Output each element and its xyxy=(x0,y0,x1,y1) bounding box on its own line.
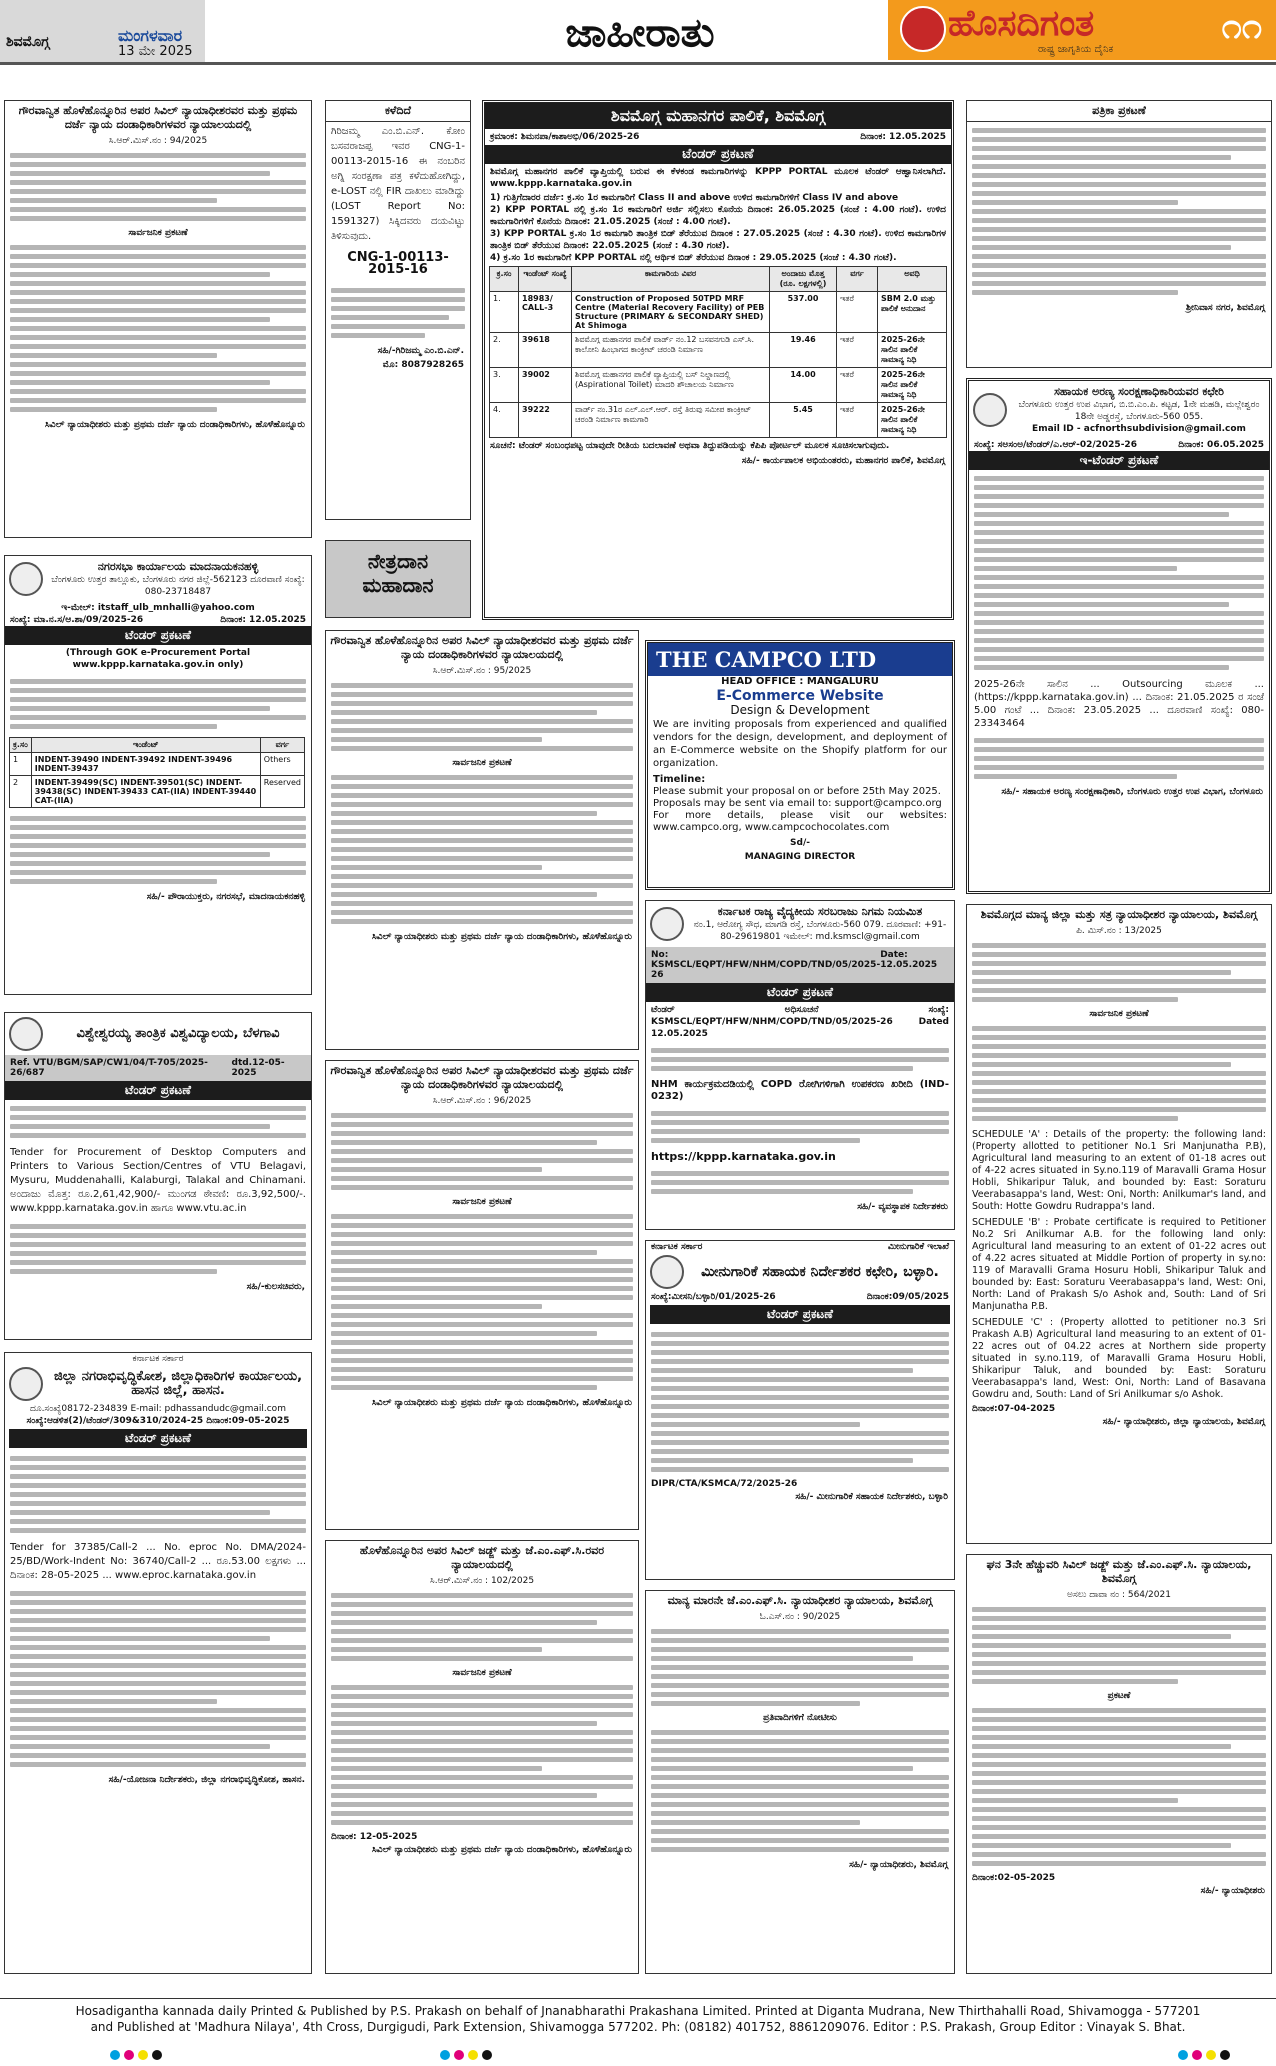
press-notice xyxy=(966,100,1272,368)
office-email: ಇ-ಮೇಲ್: itstaff_ulb_mnhalli@yahoo.com xyxy=(61,603,255,613)
schedule-a: SCHEDULE 'A' : Details of the property: the following land: (Property allotted to petitioner No.1 Sri Manjunatha P.B), Agricultural land measuring to an extent of 01-18 acres out of 4-22 acres situated in Sy.no.119 of Maravalli Grama Hosur Hobli, Shikaripur Taluk, and bounded by: East: Soraturu Veerabasappa's land, West: Oni, North: Anilkumar's land, and South: Hotte Gowdru Rudrappa's land. xyxy=(972,1129,1266,1212)
registration-mark-cyan xyxy=(440,2050,450,2060)
indent-table: ಕ್ರ.ಸಂ ಇಂಡೆಂಟ್ ವರ್ಗ 1 INDENT-39490 INDENT-39492 INDENT-39496 INDENT-39437 Others 2 INDENT-39499(SC) INDENT-39501(SC) INDENT-39438(SC) INDENT-39433 CAT-(IIA) INDENT-39440 CAT-(IIA) Reserved xyxy=(9,737,305,808)
govt-label: ಕರ್ನಾಟಕ ಸರ್ಕಾರ xyxy=(651,1242,703,1252)
campco-timeline: Please submit your proposal on or before 25th May 2025. xyxy=(653,786,941,797)
notice-title: ಸಹಾಯಕ ಅರಣ್ಯ ಸಂರಕ್ಷಣಾಧಿಕಾರಿಯವರ ಕಛೇರಿ xyxy=(1054,385,1224,398)
tender-forest-bangalore xyxy=(966,378,1272,894)
tender-step: 3) KPP PORTAL ಕ್ರ.ಸಂ 1ರ ಕಾಮಗಾರಿ ತಾಂತ್ರಿಕ ಬಿಡ್ ತೆರೆಯುವ ದಿನಾಂಕ : 27.05.2025 (ಸಂಜೆ : 4.30 ಗಂಟೆ). ಉಳಿದ ಕಾಮಗಾರಿಗಳ ತಾಂತ್ರಿಕ ಬಿಡ್ ತೆರೆಯುವ ದಿನಾಂಕ: 22.05.2025 (ಸಂಜೆ : 4.30 ಗಂಟೆ). xyxy=(490,229,946,251)
eye-donation-line2: ಮಹಾದಾನ xyxy=(362,573,434,597)
ref-number: ಕ್ರಮಾಂಕ: ಶಿಮನಪಾ/ಕಾಶಾಅಭಿ/06/2025-26 xyxy=(490,132,640,142)
tender-bar: ಟೆಂಡರ್ ಪ್ರಕಟಣೆ xyxy=(9,1429,307,1448)
campco-sign: Sd/- xyxy=(790,838,810,848)
notice-title: ಶಿವಮೊಗ್ಗದ ಮಾನ್ಯ ಜಿಲ್ಲಾ ಮತ್ತು ಸತ್ರ ನ್ಯಾಯಾಧೀಶರ ನ್ಯಾಯಾಲಯ, ಶಿವಮೊಗ್ಗ xyxy=(980,908,1258,921)
table-row: 1. 18983/ CALL-3 Construction of Proposed 50TPD MRF Centre (Material Recovery Facility) of PEB Structure (PRIMARY & SECONDARY SHED) At Shimoga 537.00 ಇತರೆ SBM 2.0 ಮತ್ತು ಪಾಲಿಕೆ ಅನುದಾನ xyxy=(490,292,947,333)
govt-label: ಕರ್ನಾಟಕ ಸರ್ಕಾರ xyxy=(132,1354,184,1364)
forest-emblem-icon xyxy=(973,393,1007,427)
tender-bar: ಟೆಂಡರ್ ಪ್ರಕಟಣೆ xyxy=(650,1305,950,1324)
court-notice-102 xyxy=(325,1540,639,1974)
notice-date: ದಿನಾಂಕ:07-04-2025 xyxy=(972,1404,1056,1414)
notice-title: ಗೌರವಾನ್ವಿತ ಹೊಳೆಹೊನ್ನೂರಿನ ಅಪರ ಸಿವಿಲ್ ನ್ಯಾಯಾಧೀಶರವರ ಮತ್ತು ಪ್ರಥಮ ದರ್ಜೆ ನ್ಯಾಯ ದಂಡಾಧಿಕಾರಿಗಳವರ ನ್ಯಾಯಾಲಯದಲ್ಲಿ xyxy=(330,1064,634,1091)
tender-ksmscl xyxy=(645,900,955,1230)
contact-phone: ಮೊ: 8087928265 xyxy=(382,360,464,370)
tender-step: 1) ಗುತ್ತಿಗೆದಾರರ ದರ್ಜೆ: ಕ್ರ.ಸಂ 1ರ ಕಾಮಗಾರಿಗೆ Class II and above ಉಳಿದ ಕಾಮಗಾರಿಗಳಿಗೆ Class IV and above xyxy=(490,193,899,203)
table-row: 4. 39222 ವಾರ್ಡ್ ನಂ.31ರ ಎಲ್.ಎಲ್.ಆರ್. ರಸ್ತೆ ತಿರುವು ಸಮೀಪ ಕಾಂಕ್ರೀಟ್ ಚರಂಡಿ ನಿರ್ಮಾಣ ಕಾಮಗಾರಿ 5.45 ಇತರೆ 2025-26ನೇ ಸಾಲಿನ ಪಾಲಿಕೆ ಸಾಮಾನ್ಯ ನಿಧಿ xyxy=(490,403,947,438)
tender-step: 4) ಕ್ರ.ಸಂ 1ರ ಕಾಮಗಾರಿಗೆ KPP PORTAL ನಲ್ಲಿ ಆರ್ಥಿಕ ಬಿಡ್ ತೆರೆಯುವ ದಿನಾಂಕ : 29.05.2025 (ಸಂಜೆ : 4.30 ಗಂಟೆ). xyxy=(490,253,897,263)
campco-email: Proposals may be sent via email to: support@campco.org xyxy=(653,798,942,809)
notice-signature: ಶ್ರೀನಿವಾಸ ನಗರ, ಶಿವಮೊಗ್ಗ xyxy=(1186,303,1265,313)
notice-heading: ಪ್ರತಿವಾದಿಗಳಿಗೆ ನೋಟೀಸು xyxy=(763,1713,837,1723)
imprint-line1: Hosadigantha kannada daily Printed & Published by P.S. Prakash on behalf of Jnanabharathi Prakashana Limited. Printed at Diganta Mudrana, New Thirthahalli Road, Shivamogga - 577201 xyxy=(75,2004,1201,2018)
notice-heading: ಸಾರ್ವಜನಿಕ ಪ್ರಕಟಣೆ xyxy=(1089,1009,1149,1019)
notice-signature: ಸಹಿ/- ಪೌರಾಯುಕ್ತರು, ನಗರಸಭೆ, ಮಾದನಾಯಕನಹಳ್ಳಿ xyxy=(146,892,305,902)
notice-title: ಗೌರವಾನ್ವಿತ ಹೊಳೆಹೊನ್ನೂರಿನ ಅಪರ ಸಿವಿಲ್ ನ್ಯಾಯಾಧೀಶರವರ ಮತ್ತು ಪ್ರಥಮ ದರ್ಜೆ ನ್ಯಾಯ ದಂಡಾಧಿಕಾರಿಗಳವರ ನ್ಯಾಯಾಲಯದಲ್ಲಿ xyxy=(18,104,298,131)
masthead-logo-icon xyxy=(900,6,946,52)
eye-donation-box xyxy=(325,540,471,618)
page-number: ೧೧ xyxy=(1221,6,1262,47)
ref-date: Date: 12.05.2025 xyxy=(880,950,938,970)
tender-ref: ಟೆಂಡರ್ ಅಧಿಸೂಚನೆ ಸಂಖ್ಯೆ: KSMSCL/EQPT/HFW/NHM/COPD/TND/05/2025-26 Dated 12.05.2025 xyxy=(651,1005,949,1039)
tender-body: 2025-26ನೇ ಸಾಲಿನ ... Outsourcing ಮೂಲಕ ... (https://kppp.karnataka.gov.in) ... ದಿನಾಂಕ: 21.05.2025 ರ ಸಂಜೆ 5.00 ಗಂಟೆ ... ದಿನಾಂಕ: 23.05.2025 ... ದೂರವಾಣಿ ಸಂಖ್ಯೆ: 080-23343464 xyxy=(974,679,1264,729)
notice-title: ಕಳೆದಿದೆ xyxy=(326,101,470,122)
notice-signature: ಸಹಿ/-ಗಿರಿಜಮ್ಮ ಎಂ.ಬಿ.ಎನ್. xyxy=(377,346,464,356)
govt-emblem-icon xyxy=(9,562,43,596)
imprint-line2: and Published at 'Madhura Nilaya', 4th Cross, Durgigudi, Park Extension, Shivamogga 577202. Ph: (08182) 401752, 8861209076. Editor : P.S. Prakash, Group Editor : Vinayak S. Bhat. xyxy=(90,2020,1186,2034)
tender-fisheries-ballari xyxy=(645,1240,955,1580)
vtu-logo-icon xyxy=(9,1017,43,1051)
tender-note: ಸೂಚನೆ: ಟೆಂಡರ್ ಸಂಬಂಧಪಟ್ಟ ಯಾವುದೇ ರೀತಿಯ ಬದಲಾವಣೆ ಅಥವಾ ತಿದ್ದುಪಡಿಯನ್ನು ಕೆಪಿಪಿ ಪೋರ್ಟಲ್ ಮೂಲಕ ಸೂಚಿಸಲಾಗುವುದು. xyxy=(490,441,890,451)
ref-number: ಸಂಖ್ಯೆ: ಸಅಸಂಅ/ಟೆಂಡರ್/ಎ.ಆರ್-02/2025-26 xyxy=(974,440,1137,450)
eye-donation-line1: ನೇತ್ರದಾನ xyxy=(367,549,429,573)
notice-signature: ಸಹಿ/- ನ್ಯಾಯಾಧೀಶರು, ಜಿಲ್ಲಾ ನ್ಯಾಯಾಲಯ, ಶಿವಮೊಗ್ಗ xyxy=(1102,1417,1265,1427)
campco-signer: MANAGING DIRECTOR xyxy=(744,852,856,862)
case-number: ಸಿ.ಆರ್.ಮಿಸ್.ನಂ : 95/2025 xyxy=(432,666,532,676)
table-row: 2 INDENT-39499(SC) INDENT-39501(SC) INDENT-39438(SC) INDENT-39433 CAT-(IIA) INDENT-39440 CAT-(IIA) Reserved xyxy=(10,776,305,808)
registration-mark-cyan xyxy=(110,2050,120,2060)
notice-signature: ಸಹಿ/-ಕುಲಸಚಿವರು, xyxy=(246,1282,305,1292)
tender-bar: ಇ-ಟೆಂಡರ್ ಪ್ರಕಟಣೆ xyxy=(969,451,1269,470)
schedule-b: SCHEDULE 'B' : Probate certificate is required to Petitioner No.2 Sri Anilkumar A.B. for the following land only: Agricultural land measuring to an extent of 01-22 acres out of 4.22 acres situated at Middle Portion of property in sy.no: 119 of Maravalli Grama Hosuru Hobli, Shikaripur Taluk and bounded by: East: Soraturu Veerabasappa's land, West: Oni, North: Land of Prakash S/o Ashok and, South: Land of Sri Manjunatha P.B. xyxy=(972,1217,1266,1312)
tender-bar: ಟೆಂಡರ್ ಪ್ರಕಟಣೆ xyxy=(646,983,954,1002)
imprint-footer xyxy=(0,1998,1276,2046)
office-address: ಬೆಂಗಳೂರು ಉತ್ತರ ಉಪ ವಿಭಾಗ, ಬಿ.ಬಿ.ಎಂ.ಪಿ. ಕಟ್ಟಡ, 1ನೇ ಮಹಡಿ, ಮಲ್ಲೇಶ್ವರಂ 18ನೇ ಅಡ್ಡರಸ್ತೆ, ಬೆಂಗಳೂರು-560 055. xyxy=(1018,400,1260,422)
notice-heading: ಸಾರ್ವಜನಿಕ ಪ್ರಕಟಣೆ xyxy=(128,228,188,238)
case-number: ಸಿ.ಆರ್.ಮಿಸ್.ನಂ : 96/2025 xyxy=(432,1096,532,1106)
ref-date: ದಿನಾಂಕ:09/05/2025 xyxy=(866,1292,949,1302)
ref-number: ಸಂಖ್ಯೆ: ಮಾ.ನ.ಸ/ಆ.ಶಾ/09/2025-26 xyxy=(10,615,144,625)
court-notice-94 xyxy=(4,100,312,538)
notice-title: ಕರ್ನಾಟಕ ರಾಜ್ಯ ವೈದ್ಯಕೀಯ ಸರಬರಾಜು ನಿಗಮ ನಿಯಮಿತ xyxy=(717,905,923,918)
tender-intro: ಶಿವಮೊಗ್ಗ ಮಹಾನಗರ ಪಾಲಿಕೆ ವ್ಯಾಪ್ತಿಯಲ್ಲಿ ಬರುವ ಈ ಕೆಳಕಂಡ ಕಾಮಗಾರಿಗಳನ್ನು KPPP PORTAL ಮೂಲಕ ಟೆಂಡರ್ ಆಹ್ವಾನಿಸಲಾಗಿದೆ. www.kppp.karnataka.gov.in xyxy=(490,167,946,189)
notice-date: ದಿನಾಂಕ:02-05-2025 xyxy=(972,1873,1056,1883)
ref-number: ಸಂಖ್ಯೆ:ಆಡಳಿತ(2)/ಟೆಂಡರ್/309&310/2024-25 ದಿನಾಂಕ:09-05-2025 xyxy=(26,1416,290,1426)
registration-mark-black xyxy=(482,2050,492,2060)
notice-title: ಪತ್ರಿಕಾ ಪ್ರಕಟಣೆ xyxy=(967,101,1271,122)
lost-certificate-notice xyxy=(325,100,471,520)
govt-emblem-icon xyxy=(650,1255,684,1289)
notice-body: ಗಿರಿಜಮ್ಮ ಎಂ.ಬಿ.ಎನ್. ಕೋಂ ಬಸವರಾಜಪ್ಪ ಇವರ CNG-1-00113-2015-16 ಈ ನಂಬರಿನ ಅಗ್ನಿ ಸಂರಕ್ಷಣಾ ಪತ್ರ ಕಳೆದುಹೋಗಿದ್ದು, e-LOST ನಲ್ಲಿ FIR ದಾಖಲು ಮಾಡಿದ್ದು (LOST Report No: 1591327) ಸಿಕ್ಕಿದವರು ದಯವಿಟ್ಟು ತಿಳಿಸುವುದು. xyxy=(331,126,465,242)
tender-item: NHM ಕಾರ್ಯಕ್ರಮದಡಿಯಲ್ಲಿ COPD ರೋಗಿಗಳಿಗಾಗಿ ಉಪಕರಣ ಖರೀದಿ (IND-0232) xyxy=(651,1079,949,1102)
tender-shivamogga-corporation xyxy=(482,100,954,620)
masthead-name: ಹೊಸದಿಗಂತ xyxy=(948,2,1095,44)
campco-name: THE CAMPCO LTD xyxy=(648,643,952,676)
court-notice-district-shivamogga xyxy=(966,904,1272,1544)
header-date: 13 ಮೇ 2025 xyxy=(118,44,193,59)
notice-signature: ಸಹಿ/- ನ್ಯಾಯಾಧೀಶರು xyxy=(1200,1886,1265,1896)
header-rule xyxy=(0,62,1276,65)
notice-heading: ಸಾರ್ವಜನಿಕ ಪ್ರಕಟಣೆ xyxy=(452,1668,512,1678)
case-number: ಸಿ.ಆರ್.ಮಿಸ್.ನಂ : 94/2025 xyxy=(108,136,208,146)
certificate-number: CNG-1-00113-2015-16 xyxy=(347,250,449,277)
notice-title: ನಗರಸಭಾ ಕಾರ್ಯಾಲಯ ಮಾದನಾಯಕನಹಳ್ಳಿ xyxy=(97,560,259,573)
schedule-c: SCHEDULE 'C' : (Property allotted to petitioner no.3 Sri Prakash A.B) Agricultural land measuring to an extent of 01-22 acres out of 04.22 acres at Northern side property situated in sy.no.119, of Maravalli Grama Hosuru Hobli, Shikaripur Taluk, and bounded by: East: Soraturu Veerabasappa's land, West: Oni, North: Land of Basavana Gowdru and, South: Land of Sri Anilkumar s/o Ashok. xyxy=(972,1317,1266,1400)
registration-mark-cyan xyxy=(1178,2050,1188,2060)
office-email: Email ID - acfnorthsubdivision@gmail.com xyxy=(1032,424,1246,434)
ref-number: Ref. VTU/BGM/SAP/CW1/04/T-705/2025-26/687 xyxy=(10,1058,208,1078)
notice-signature: ಸಹಿ/- ನ್ಯಾಯಾಧೀಶರು, ಶಿವಮೊಗ್ಗ xyxy=(849,1860,948,1870)
campco-advertisement xyxy=(645,640,955,890)
case-number: ಸಿ.ಆರ್.ಮಿಸ್.ನಂ : 102/2025 xyxy=(429,1576,535,1586)
dipr-ref: DIPR/CTA/KSMCA/72/2025-26 xyxy=(651,1479,798,1489)
ref-date: ದಿನಾಂಕ: 12.05.2025 xyxy=(860,132,946,142)
court-notice-jmfc-shivamogga xyxy=(645,1590,955,1974)
notice-title: ಜಿಲ್ಲಾ ನಗರಾಭಿವೃದ್ಧಿಕೋಶ, ಜಿಲ್ಲಾಧಿಕಾರಿಗಳ ಕಾರ್ಯಾಲಯ, ಹಾಸನ ಜಿಲ್ಲೆ, ಹಾಸನ. xyxy=(53,1369,303,1398)
portal-line: (Through GOK e-Procurement Portal www.kppp.karnataka.gov.in only) xyxy=(65,648,251,670)
ref-number: ಸಂಖ್ಯೆ:ಮೀಸನಿ/ಬಳ್ಳಾರಿ/01/2025-26 xyxy=(651,1292,776,1302)
notice-signature: ಸಹಿ/- ಕಾರ್ಯಪಾಲಕ ಅಭಿಯಂತರರು, ಮಹಾನಗರ ಪಾಲಿಕೆ, ಶಿವಮೊಗ್ಗ xyxy=(741,456,945,466)
table-row: 3. 39002 ಶಿವಮೊಗ್ಗ ಮಹಾನಗರ ಪಾಲಿಕೆ ವ್ಯಾಪ್ತಿಯಲ್ಲಿ ಬಸ್ ನಿಲ್ದಾಣದಲ್ಲಿ (Aspirational Toilet) ಮಾದರಿ ಶೌಚಾಲಯ ನಿರ್ಮಾಣ 14.00 ಇತರೆ 2025-26ನೇ ಸಾಲಿನ ಪಾಲಿಕೆ ಸಾಮಾನ್ಯ ನಿಧಿ xyxy=(490,368,947,403)
notice-title: ಮಾನ್ಯ ಮಾರನೇ ಜೆ.ಎಂ.ಎಫ್.ಸಿ. ನ್ಯಾಯಾಧೀಶರ ನ್ಯಾಯಾಲಯ, ಶಿವಮೊಗ್ಗ xyxy=(667,1594,933,1607)
office-address: ನಂ.1, ಆರೋಗ್ಯ ಸೌಧ, ಮಾಗಡಿ ರಸ್ತೆ, ಬೆಂಗಳೂರು-560 079. ದೂರವಾಣಿ: +91-80-29619801 ಇಮೇಲ್: md.ksmscl@gmail.com xyxy=(693,920,947,942)
tender-body: Tender for Procurement of Desktop Computers and Printers to Various Section/Centres of VTU Belagavi, Mysuru, Muddenahalli, Kalaburgi, Talakal and Chinamani. ಅಂದಾಜು ಮೊತ್ತ: ರೂ.2,61,42,900/- ಮುಂಗಡ ಠೇವಣಿ: ರೂ.3,92,500/-. www.kppp.karnataka.gov.in ಹಾಗೂ www.vtu.ac.in xyxy=(10,1147,306,1214)
registration-mark-black xyxy=(152,2050,162,2060)
tender-bar: ಟೆಂಡರ್ ಪ್ರಕಟಣೆ xyxy=(485,145,951,164)
notice-title: ಶಿವಮೊಗ್ಗ ಮಹಾನಗರ ಪಾಲಿಕೆ, ಶಿವಮೊಗ್ಗ xyxy=(485,103,951,129)
notice-date: ದಿನಾಂಕ: 12-05-2025 xyxy=(331,1832,418,1842)
notice-signature: ಸಹಿ/- ವ್ಯವಸ್ಥಾಪಕ ನಿರ್ದೇಶಕರು xyxy=(857,1202,948,1212)
govt-emblem-icon xyxy=(9,1367,43,1401)
notice-heading: ಸಾರ್ವಜನಿಕ ಪ್ರಕಟಣೆ xyxy=(452,1197,512,1207)
notice-heading: ಸಾರ್ವಜನಿಕ ಪ್ರಕಟಣೆ xyxy=(452,758,512,768)
ref-number: No: KSMSCL/EQPT/HFW/NHM/COPD/TND/05/2025-26 xyxy=(651,950,881,980)
registration-mark-magenta xyxy=(1192,2050,1202,2060)
notice-signature: ಸಿವಿಲ್ ನ್ಯಾಯಾಧೀಶರು ಮತ್ತು ಪ್ರಥಮ ದರ್ಜೆ ನ್ಯಾಯ ದಂಡಾಧಿಕಾರಿಗಳು, ಹೊಳೆಹೊನ್ನೂರು xyxy=(45,420,305,430)
court-notice-95 xyxy=(325,630,639,1050)
notice-signature: ಸಿವಿಲ್ ನ್ಯಾಯಾಧೀಶರು ಮತ್ತು ಪ್ರಥಮ ದರ್ಜೆ ನ್ಯಾಯ ದಂಡಾಧಿಕಾರಿಗಳು, ಹೊಳೆಹೊನ್ನೂರು xyxy=(372,1398,632,1408)
campco-websites: For more details, please visit our websites: www.campco.org, www.campcochocolates.com xyxy=(653,810,947,833)
registration-mark-black xyxy=(1220,2050,1230,2060)
header-left xyxy=(0,0,205,62)
registration-mark-yellow xyxy=(138,2050,148,2060)
case-number: ಪಿ. ಮಿಸ್.ನಂ : 13/2025 xyxy=(1076,926,1162,936)
tender-madanayakanahalli xyxy=(4,555,312,995)
campco-heading: E-Commerce Website xyxy=(716,688,884,704)
campco-timeline-label: Timeline: xyxy=(653,774,706,785)
case-number: ಓ.ಎಸ್.ನಂ : 90/2025 xyxy=(759,1612,841,1622)
section-title: ಜಾಹೀರಾತು xyxy=(565,9,715,56)
tender-vtu xyxy=(4,1012,312,1340)
masthead xyxy=(888,0,1276,60)
notice-title: ಗೌರವಾನ್ವಿತ ಹೊಳೆಹೊನ್ನೂರಿನ ಅಪರ ಸಿವಿಲ್ ನ್ಯಾಯಾಧೀಶರವರ ಮತ್ತು ಪ್ರಥಮ ದರ್ಜೆ ನ್ಯಾಯ ದಂಡಾಧಿಕಾರಿಗಳವರ ನ್ಯಾಯಾಲಯದಲ್ಲಿ xyxy=(330,634,634,661)
court-notice-96 xyxy=(325,1060,639,1530)
works-table: ಕ್ರ.ಸಂ ಇಂಡೆಂಟ್ ಸಂಖ್ಯೆ ಕಾಮಗಾರಿಯ ವಿವರ ಅಂದಾಜು ಮೊತ್ತ (ರೂ. ಲಕ್ಷಗಳಲ್ಲಿ) ವರ್ಗ ಅವಧಿ 1. 18983/ CALL-3 Construction of Proposed 50TPD MRF Centre (Material Recovery Facility) of PEB Structure (PRIMARY & SECONDARY SHED) At Shimoga 537.00 ಇತರೆ SBM 2.0 ಮತ್ತು ಪಾಲಿಕೆ ಅನುದಾನ 2. 39618 ಶಿವಮೊಗ್ಗ ಮಹಾನಗರ ಪಾಲಿಕೆ ವಾರ್ಡ್ ನಂ.12 ಬಸವನಗುಡಿ ಎಸ್.ಸಿ. ಕಾಲೋನಿ ಹಿಂಭಾಗದ ಕಾಂಕ್ರೀಟ್ ಚರಂಡಿ ನಿರ್ಮಾಣ 19.46 ಇತರೆ 2025-26ನೇ ಸಾಲಿನ ಪಾಲಿಕೆ ಸಾಮಾನ್ಯ ನಿಧಿ 3. 39002 ಶಿವಮೊಗ್ಗ ಮಹಾನಗರ ಪಾಲಿಕೆ ವ್ಯಾಪ್ತಿಯಲ್ಲಿ ಬಸ್ ನಿಲ್ದಾಣದಲ್ಲಿ (Aspirational Toilet) ಮಾದರಿ ಶೌಚಾಲಯ ನಿರ್ಮಾಣ 14.00 ಇತರೆ 2025-26ನೇ ಸಾಲಿನ ಪಾಲಿಕೆ ಸಾಮಾನ್ಯ ನಿಧಿ 4. 39222 ವಾರ್ಡ್ ನಂ.31ರ ಎಲ್.ಎಲ್.ಆರ್. ರಸ್ತೆ ತಿರುವು ಸಮೀಪ ಕಾಂಕ್ರೀಟ್ ಚರಂಡಿ ನಿರ್ಮಾಣ ಕಾಮಗಾರಿ 5.45 ಇತರೆ 2025-26ನೇ ಸಾಲಿನ ಪಾಲಿಕೆ ಸಾಮಾನ್ಯ ನಿಧಿ xyxy=(489,266,947,438)
ref-date: ದಿನಾಂಕ: 06.05.2025 xyxy=(1178,440,1264,450)
tender-body: Tender for 37385/Call-2 ... No. eproc No. DMA/2024-25/BD/Work-Indent No: 36740/Call-2 ... ರೂ.53.00 ಲಕ್ಷಗಳು ... ದಿನಾಂಕ: 28-05-2025 ... www.eproc.karnataka.gov.in xyxy=(10,1542,306,1581)
masthead-tagline: ರಾಷ್ಟ್ರ ಜಾಗೃತಿಯ ದೈನಿಕ xyxy=(1038,44,1114,55)
table-row: 2. 39618 ಶಿವಮೊಗ್ಗ ಮಹಾನಗರ ಪಾಲಿಕೆ ವಾರ್ಡ್ ನಂ.12 ಬಸವನಗುಡಿ ಎಸ್.ಸಿ. ಕಾಲೋನಿ ಹಿಂಭಾಗದ ಕಾಂಕ್ರೀಟ್ ಚರಂಡಿ ನಿರ್ಮಾಣ 19.46 ಇತರೆ 2025-26ನೇ ಸಾಲಿನ ಪಾಲಿಕೆ ಸಾಮಾನ್ಯ ನಿಧಿ xyxy=(490,333,947,368)
tender-bar: ಟೆಂಡರ್ ಪ್ರಕಟಣೆ xyxy=(5,1081,311,1100)
tender-hassan-dudc xyxy=(4,1352,312,1974)
campco-hq: HEAD OFFICE : MANGALURU xyxy=(721,676,879,687)
tender-portal: https://kppp.karnataka.gov.in xyxy=(651,1150,836,1163)
ref-date: dtd.12-05-2025 xyxy=(231,1058,285,1078)
campco-subheading: Design & Development xyxy=(730,703,870,717)
notice-signature: ಸಹಿ/- ಸಹಾಯಕ ಅರಣ್ಯ ಸಂರಕ್ಷಣಾಧಿಕಾರಿ, ಬೆಂಗಳೂರು ಉತ್ತರ ಉಪ ವಿಭಾಗ, ಬೆಂಗಳೂರು xyxy=(1001,787,1263,797)
case-number: ಅಸಲು ದಾವಾ ನಂ : 564/2021 xyxy=(1067,1590,1171,1600)
notice-signature: ಸಹಿ/-ಯೋಜನಾ ನಿರ್ದೇಶಕರು, ಜಿಲ್ಲಾ ನಗರಾಭಿವೃದ್ಧಿಕೋಶ, ಹಾಸನ. xyxy=(108,1775,305,1785)
notice-title: ಘನ 3ನೇ ಹೆಚ್ಚುವರಿ ಸಿವಿಲ್ ಜಡ್ಜ್ ಮತ್ತು ಜೆ.ಎಂ.ಎಫ್.ಸಿ. ನ್ಯಾಯಾಲಯ, ಶಿವಮೊಗ್ಗ xyxy=(986,1558,1252,1585)
campco-body: We are inviting proposals from experienced and qualified vendors for the design, development, and deployment of an E-Commerce website on the Shopify platform for our organization. xyxy=(653,719,947,769)
tender-bar: ಟೆಂಡರ್ ಪ್ರಕಟಣೆ xyxy=(5,626,311,645)
ref-date: ದಿನಾಂಕ: 12.05.2025 xyxy=(220,615,306,625)
registration-mark-yellow xyxy=(1206,2050,1216,2060)
notice-heading: ಪ್ರಕಟಣೆ xyxy=(1107,1691,1131,1701)
tender-step: 2) KPP PORTAL ನಲ್ಲಿ ಕ್ರ.ಸಂ 1ರ ಕಾಮಗಾರಿಗೆ ಅರ್ಜಿ ಸಲ್ಲಿಸಲು ಕೊನೆಯ ದಿನಾಂಕ: 26.05.2025 (ಸಂಜೆ : 4.00 ಗಂಟೆ). ಉಳಿದ ಕಾಮಗಾರಿಗಳಿಗೆ ಕೊನೆಯ ದಿನಾಂಕ: 21.05.2025 (ಸಂಜೆ : 4.00 ಗಂಟೆ). xyxy=(490,205,946,227)
office-contact: ದೂ.ಸಂಖ್ಯೆ08172-234839 E-mail: pdhassandudc@gmail.com xyxy=(30,1404,286,1414)
notice-title: ಹೊಳೆಹೊನ್ನೂರಿನ ಅಪರ ಸಿವಿಲ್ ಜಡ್ಜ್ ಮತ್ತು ಜೆ.ಎಂ.ಎಫ್.ಸಿ.ರವರ ನ್ಯಾಯಾಲಯದಲ್ಲಿ xyxy=(359,1544,605,1571)
notice-signature: ಸಹಿ/- ಮೀನುಗಾರಿಕೆ ಸಹಾಯಕ ನಿರ್ದೇಶಕರು, ಬಳ್ಳಾರಿ xyxy=(795,1492,948,1502)
registration-mark-magenta xyxy=(454,2050,464,2060)
header-city: ಶಿವಮೊಗ್ಗ xyxy=(6,34,50,50)
notice-signature: ಸಿವಿಲ್ ನ್ಯಾಯಾಧೀಶರು ಮತ್ತು ಪ್ರಥಮ ದರ್ಜೆ ನ್ಯಾಯ ದಂಡಾಧಿಕಾರಿಗಳು, ಹೊಳೆಹೊನ್ನೂರು xyxy=(372,1845,632,1855)
registration-mark-yellow xyxy=(468,2050,478,2060)
ksmscl-logo-icon xyxy=(650,907,684,941)
dept-label: ಮೀನುಗಾರಿಕೆ ಇಲಾಖೆ xyxy=(887,1242,949,1252)
table-row: 1 INDENT-39490 INDENT-39492 INDENT-39496 INDENT-39437 Others xyxy=(10,753,305,776)
notice-title: ವಿಶ್ವೇಶ್ವರಯ್ಯ ತಾಂತ್ರಿಕ ವಿಶ್ವವಿದ್ಯಾಲಯ, ಬೆಳಗಾವಿ xyxy=(76,1026,280,1041)
notice-title: ಮೀನುಗಾರಿಕೆ ಸಹಾಯಕ ನಿರ್ದೇಶಕರ ಕಛೇರಿ, ಬಳ್ಳಾರಿ. xyxy=(701,1264,939,1280)
office-address: ಬೆಂಗಳೂರು ಉತ್ತರ ತಾಲ್ಲೂಕು, ಬೆಂಗಳೂರು ನಗರ ಜಿಲ್ಲೆ-562123 ದೂರವಾಣಿ ಸಂಖ್ಯೆ: 080-23718487 xyxy=(51,575,305,597)
court-notice-civil-564 xyxy=(966,1554,1272,1974)
header-day: ಮಂಗಳವಾರ xyxy=(118,26,183,45)
notice-signature: ಸಿವಿಲ್ ನ್ಯಾಯಾಧೀಶರು ಮತ್ತು ಪ್ರಥಮ ದರ್ಜೆ ನ್ಯಾಯ ದಂಡಾಧಿಕಾರಿಗಳು, ಹೊಳೆಹೊನ್ನೂರು xyxy=(372,932,632,942)
registration-mark-magenta xyxy=(124,2050,134,2060)
notice-body xyxy=(5,147,311,227)
